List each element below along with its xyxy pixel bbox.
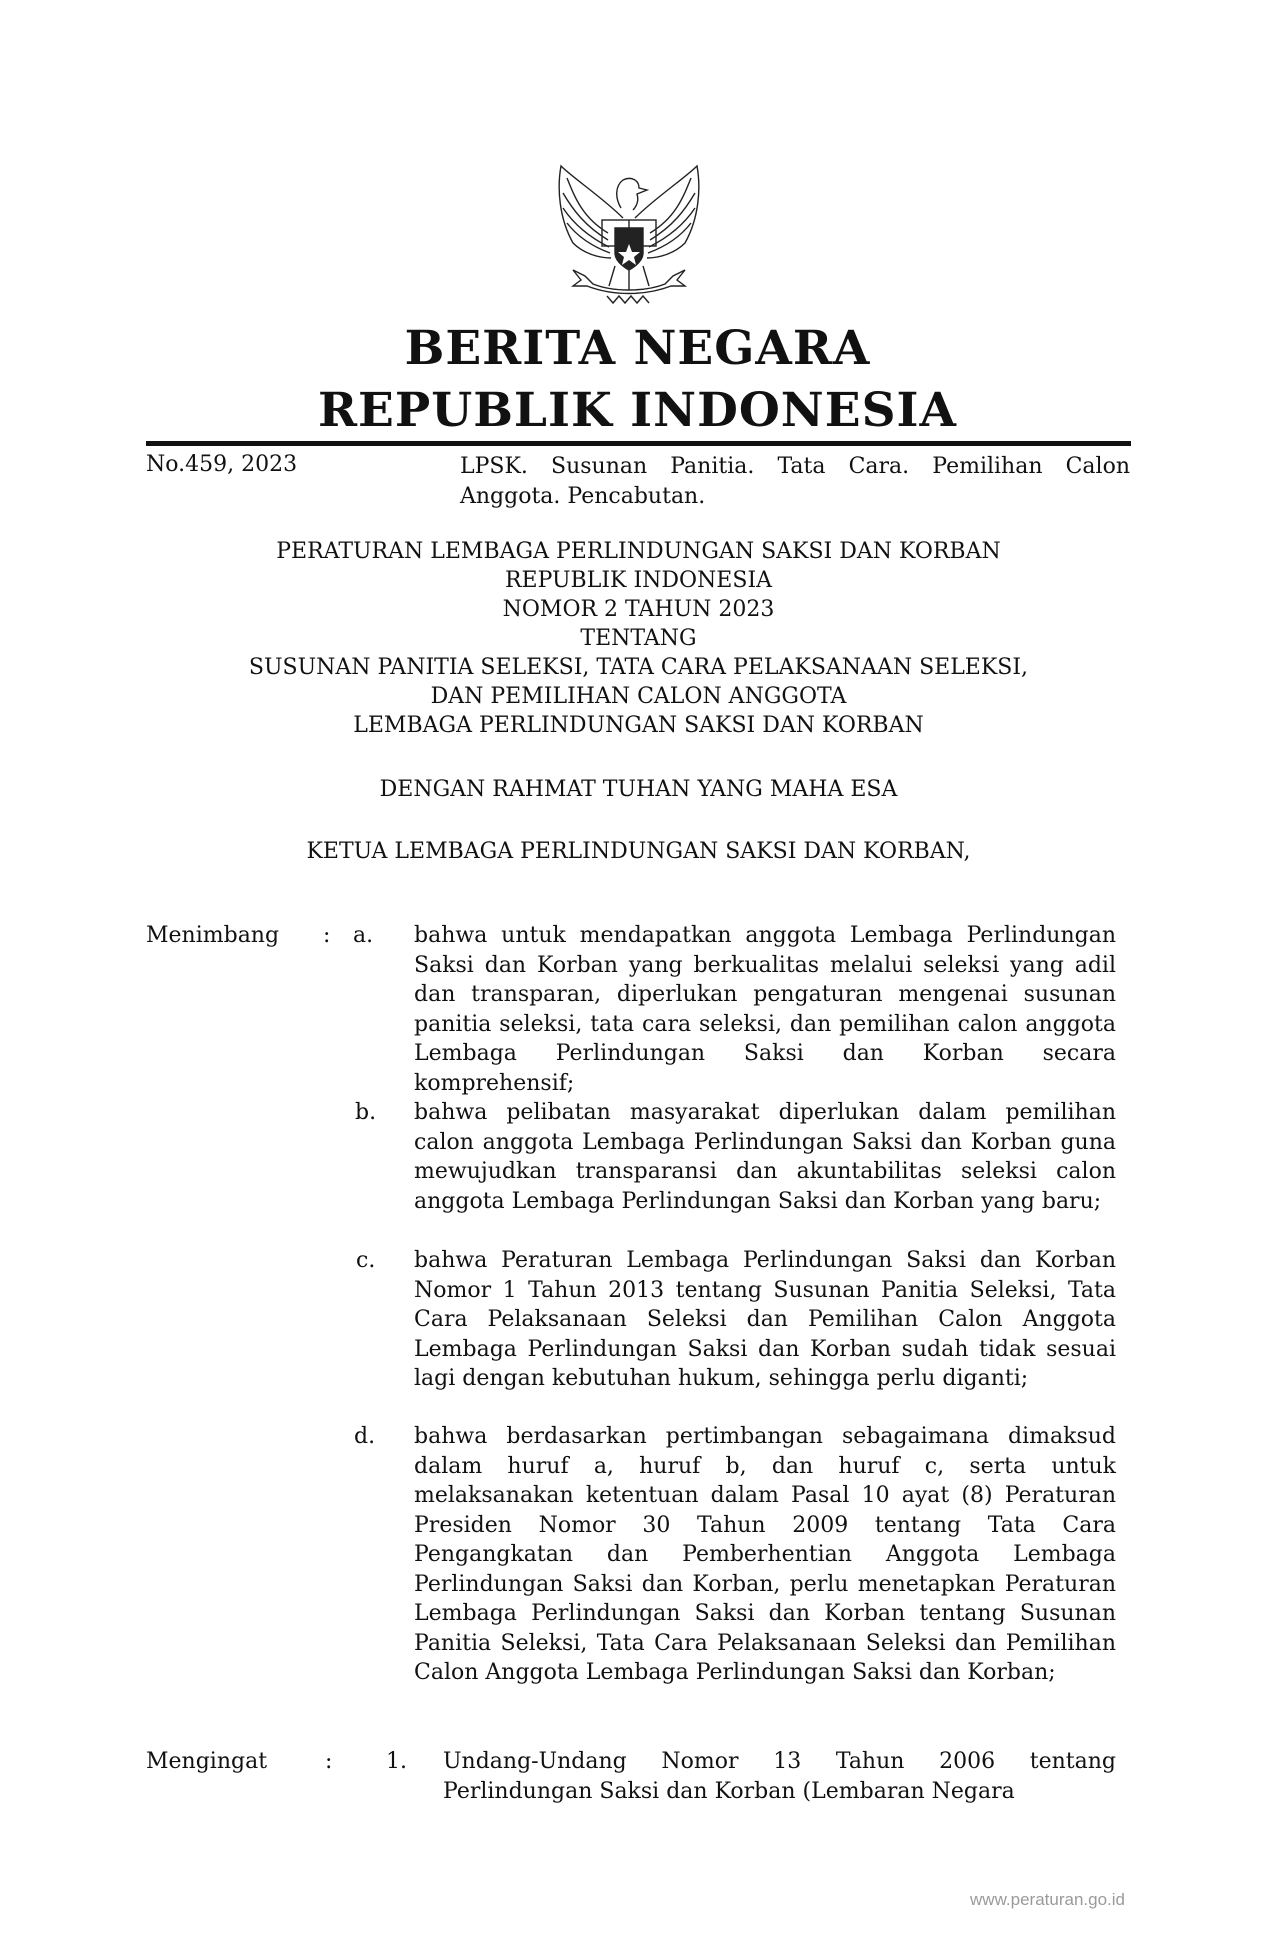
item-marker: c. <box>356 1248 376 1273</box>
mengingat-item-1: Undang-Undang Nomor 13 Tahun 2006 tentang Perlindungan Saksi dan Korban (Lembaran Negara <box>443 1749 1116 1804</box>
invocation: DENGAN RAHMAT TUHAN YANG MAHA ESA <box>379 777 898 802</box>
source-watermark: www.peraturan.go.id <box>970 1890 1125 1909</box>
menimbang-item-b: bahwa pelibatan masyarakat diperlukan dalam pemilihan calon anggota Lembaga Perlindungan Saksi dan Korban guna mewujudkan transparansi dan akuntabilitas seleksi calon anggota Lembaga Perlindungan Saksi dan Korban yang baru; <box>414 1100 1116 1214</box>
title-line: LEMBAGA PERLINDUNGAN SAKSI DAN KORBAN <box>353 713 924 738</box>
item-marker: a. <box>353 923 374 948</box>
item-marker: d. <box>354 1424 376 1449</box>
title-line: PERATURAN LEMBAGA PERLINDUNGAN SAKSI DAN KORBAN <box>276 539 1001 564</box>
garuda-emblem-icon <box>553 158 705 308</box>
item-marker: 1. <box>386 1749 407 1774</box>
title-line: DAN PEMILIHAN CALON ANGGOTA <box>430 684 847 709</box>
title-line: TENTANG <box>580 626 697 651</box>
mengingat-colon: : <box>325 1749 333 1774</box>
issuer: KETUA LEMBAGA PERLINDUNGAN SAKSI DAN KORBAN, <box>306 839 971 864</box>
menimbang-item-a: bahwa untuk mendapatkan anggota Lembaga Perlindungan Saksi dan Korban yang berkualitas melalui seleksi yang adil dan transparan, diperlukan pengaturan mengenai susunan panitia seleksi, tata cara seleksi, dan pemilihan calon anggota Lembaga Perlindungan Saksi dan Korban secara komprehensif; <box>414 923 1116 1096</box>
menimbang-colon: : <box>323 923 331 948</box>
regulation-title <box>146 537 1131 740</box>
masthead-divider <box>146 441 1131 446</box>
masthead-title-line1: BERITA NEGARA <box>404 321 871 376</box>
menimbang-item-d: bahwa berdasarkan pertimbangan sebagaimana dimaksud dalam huruf a, huruf b, dan huruf c, serta untuk melaksanakan ketentuan dalam Pasal 10 ayat (8) Peraturan Presiden Nomor 30 Tahun 2009 tentang Tata Cara Pengangkatan dan Pemberhentian Anggota Lembaga Perlindungan Saksi dan Korban, perlu menetapkan Peraturan Lembaga Perlindungan Saksi dan Korban tentang Susunan Panitia Seleksi, Tata Cara Pelaksanaan Seleksi dan Pemilihan Calon Anggota Lembaga Perlindungan Saksi dan Korban; <box>414 1424 1116 1685</box>
masthead-title-line2: REPUBLIK INDONESIA <box>317 383 957 438</box>
menimbang-label: Menimbang <box>146 923 280 948</box>
gazette-subject: LPSK. Susunan Panitia. Tata Cara. Pemilihan Calon Anggota. Pencabutan. <box>460 454 1130 509</box>
title-line: NOMOR 2 TAHUN 2023 <box>502 597 775 622</box>
item-marker: b. <box>355 1100 377 1125</box>
title-line: SUSUNAN PANITIA SELEKSI, TATA CARA PELAKSANAAN SELEKSI, <box>248 655 1029 680</box>
gazette-number: No.459, 2023 <box>146 452 298 477</box>
title-line: REPUBLIK INDONESIA <box>504 568 773 593</box>
mengingat-label: Mengingat <box>146 1749 268 1774</box>
menimbang-item-c: bahwa Peraturan Lembaga Perlindungan Saksi dan Korban Nomor 1 Tahun 2013 tentang Susunan Panitia Seleksi, Tata Cara Pelaksanaan Seleksi dan Pemilihan Calon Anggota Lembaga Perlindungan Saksi dan Korban sudah tidak sesuai lagi dengan kebutuhan hukum, sehingga perlu diganti; <box>414 1248 1116 1391</box>
